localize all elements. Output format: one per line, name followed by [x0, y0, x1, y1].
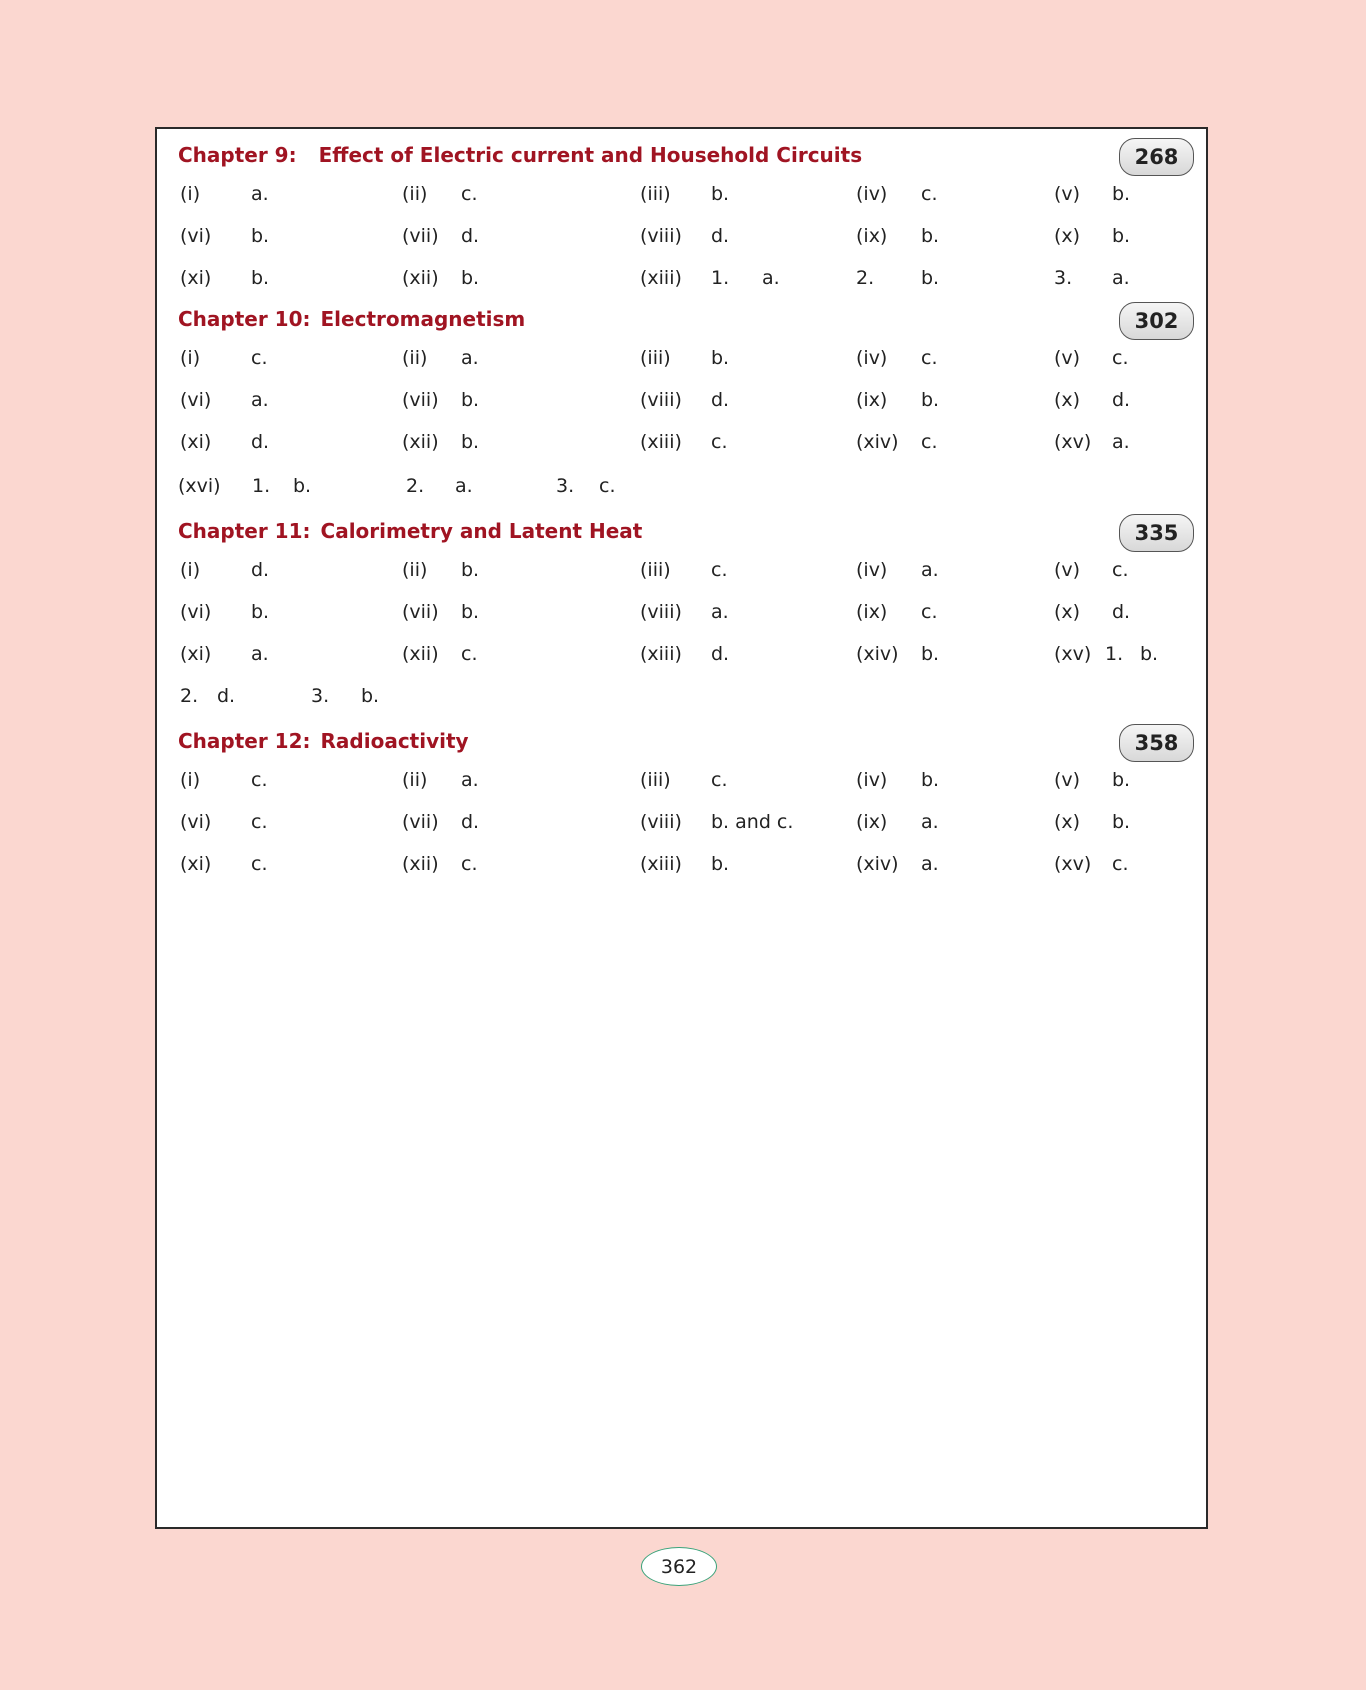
answer-token: (v): [1054, 347, 1081, 369]
answer-token: b.: [921, 267, 940, 289]
answer-token: c.: [1112, 559, 1129, 581]
chapter-page-badge: [1119, 514, 1194, 552]
chapter-page-number: 302: [1134, 309, 1179, 333]
answer-token: c.: [461, 183, 478, 205]
answer-token: (xi): [180, 431, 212, 453]
answer-token: (i): [180, 347, 201, 369]
answer-token: (xv): [1054, 431, 1092, 453]
answer-token: (iv): [856, 559, 888, 581]
chapter-heading: [178, 307, 525, 331]
answer-token: b.: [711, 853, 730, 875]
answer-token: b.: [1112, 811, 1131, 833]
answer-token: 2.: [180, 685, 199, 707]
answer-token: d.: [1112, 389, 1131, 411]
answer-token: (iii): [640, 183, 671, 205]
answer-token: c.: [921, 601, 938, 623]
answer-token: c.: [1112, 853, 1129, 875]
answer-token: (vii): [402, 389, 439, 411]
answer-token: b.: [461, 267, 480, 289]
answer-token: c.: [251, 853, 268, 875]
answer-token: d.: [251, 559, 270, 581]
answer-token: (ix): [856, 811, 888, 833]
page-number-badge: [641, 1547, 717, 1586]
answer-token: (x): [1054, 601, 1081, 623]
answer-token: a.: [455, 475, 473, 497]
answer-token: b.: [921, 389, 940, 411]
answer-token: d.: [711, 389, 730, 411]
answer-token: (xi): [180, 853, 212, 875]
answer-token: b.: [921, 643, 940, 665]
answer-token: (viii): [640, 225, 682, 247]
answer-token: (vii): [402, 601, 439, 623]
answer-token: (xi): [180, 643, 212, 665]
answer-token: b.: [293, 475, 312, 497]
answer-token: (ii): [402, 183, 428, 205]
answer-token: b.: [461, 389, 480, 411]
chapter-title: Calorimetry and Latent Heat: [320, 519, 643, 543]
answer-token: d.: [217, 685, 236, 707]
answer-token: (i): [180, 559, 201, 581]
chapter-page-badge: [1119, 724, 1194, 762]
answer-token: (xiv): [856, 853, 899, 875]
answer-token: b.: [461, 601, 480, 623]
answer-token: b.: [921, 225, 940, 247]
answer-token: b.: [251, 225, 270, 247]
chapter-label: Chapter 9:: [178, 143, 297, 167]
answer-token: (v): [1054, 559, 1081, 581]
answer-token: a.: [1112, 267, 1130, 289]
answer-token: c.: [921, 183, 938, 205]
answer-token: c.: [711, 559, 728, 581]
answer-token: b.: [1112, 225, 1131, 247]
answer-token: d.: [461, 811, 480, 833]
answer-token: (viii): [640, 389, 682, 411]
chapter-title: Effect of Electric current and Household Circuits: [318, 143, 863, 167]
answer-token: a.: [1112, 431, 1130, 453]
answer-token: 3.: [1054, 267, 1073, 289]
answer-token: (vi): [180, 811, 212, 833]
answer-token: (xii): [402, 853, 439, 875]
chapter-page-badge: [1119, 302, 1194, 340]
answer-token: (xi): [180, 267, 212, 289]
answer-token: 3.: [556, 475, 575, 497]
answer-token: a.: [921, 811, 939, 833]
answer-token: (ix): [856, 225, 888, 247]
answer-token: a.: [251, 389, 269, 411]
answer-token: b.: [1140, 643, 1159, 665]
answer-token: (xv): [1054, 643, 1092, 665]
answer-token: 1.: [1105, 643, 1124, 665]
answer-token: (viii): [640, 811, 682, 833]
answer-token: (iii): [640, 347, 671, 369]
answer-token: (xiii): [640, 853, 682, 875]
answer-token: d.: [1112, 601, 1131, 623]
answer-token: a.: [711, 601, 729, 623]
answer-token: (xvi): [178, 475, 221, 497]
answer-token: b.: [361, 685, 380, 707]
answer-token: (iii): [640, 559, 671, 581]
answer-token: (ii): [402, 347, 428, 369]
answer-token: b.: [921, 769, 940, 791]
answer-token: b.: [711, 183, 730, 205]
answer-token: (x): [1054, 225, 1081, 247]
page-number: 362: [660, 1555, 698, 1578]
answer-token: (ix): [856, 389, 888, 411]
answer-token: (iii): [640, 769, 671, 791]
answer-token: (xiv): [856, 431, 899, 453]
answer-token: (xiv): [856, 643, 899, 665]
chapter-label: Chapter 10:: [178, 307, 311, 331]
answer-token: d.: [711, 643, 730, 665]
chapter-page-number: 335: [1134, 521, 1179, 545]
chapter-title: Radioactivity: [320, 729, 469, 753]
answer-token: c.: [461, 643, 478, 665]
answer-token: d.: [461, 225, 480, 247]
chapter-page-number: 358: [1134, 731, 1179, 755]
answer-token: b.: [251, 267, 270, 289]
answer-token: a.: [461, 769, 479, 791]
answer-token: b.: [1112, 183, 1131, 205]
answer-token: b. and c.: [711, 811, 794, 833]
answer-token: a.: [921, 853, 939, 875]
answer-token: (x): [1054, 389, 1081, 411]
answer-token: c.: [461, 853, 478, 875]
answer-token: c.: [711, 431, 728, 453]
answer-token: c.: [711, 769, 728, 791]
answer-token: b.: [461, 559, 480, 581]
answer-token: (ii): [402, 769, 428, 791]
answer-token: (viii): [640, 601, 682, 623]
answer-token: b.: [251, 601, 270, 623]
answer-token: (ii): [402, 559, 428, 581]
answer-token: (vi): [180, 389, 212, 411]
answer-token: (iv): [856, 183, 888, 205]
answer-token: (i): [180, 183, 201, 205]
answer-token: (xii): [402, 267, 439, 289]
answer-token: 1.: [711, 267, 730, 289]
answer-token: (xiii): [640, 267, 682, 289]
answer-token: a.: [461, 347, 479, 369]
answer-token: a.: [251, 183, 269, 205]
chapter-heading: [178, 729, 469, 753]
answer-token: c.: [1112, 347, 1129, 369]
chapter-heading: [178, 143, 862, 167]
answer-token: a.: [921, 559, 939, 581]
answer-token: (xiii): [640, 431, 682, 453]
answer-token: c.: [251, 811, 268, 833]
answer-token: a.: [251, 643, 269, 665]
answer-token: b.: [1112, 769, 1131, 791]
answer-token: c.: [251, 347, 268, 369]
answer-token: d.: [251, 431, 270, 453]
answer-token: (xii): [402, 431, 439, 453]
answer-token: (ix): [856, 601, 888, 623]
answer-token: 2.: [856, 267, 875, 289]
answer-token: c.: [921, 431, 938, 453]
answer-token: 2.: [406, 475, 425, 497]
answer-token: b.: [461, 431, 480, 453]
chapter-title: Electromagnetism: [320, 307, 526, 331]
answer-token: (vi): [180, 225, 212, 247]
answer-token: (xiii): [640, 643, 682, 665]
answer-token: (i): [180, 769, 201, 791]
answer-token: (xii): [402, 643, 439, 665]
answer-token: (vii): [402, 225, 439, 247]
answer-token: (iv): [856, 769, 888, 791]
answer-token: (x): [1054, 811, 1081, 833]
answer-token: a.: [762, 267, 780, 289]
answer-token: (vi): [180, 601, 212, 623]
chapter-label: Chapter 12:: [178, 729, 311, 753]
answer-token: (v): [1054, 183, 1081, 205]
answer-token: (iv): [856, 347, 888, 369]
answer-token: b.: [711, 347, 730, 369]
answer-token: d.: [711, 225, 730, 247]
answer-token: 3.: [311, 685, 330, 707]
chapter-page-number: 268: [1134, 145, 1179, 169]
answer-token: c.: [251, 769, 268, 791]
answer-token: (v): [1054, 769, 1081, 791]
chapter-heading: [178, 519, 642, 543]
answer-token: (xv): [1054, 853, 1092, 875]
chapter-label: Chapter 11:: [178, 519, 311, 543]
answer-token: 1.: [252, 475, 271, 497]
chapter-page-badge: [1119, 138, 1194, 176]
answer-token: c.: [921, 347, 938, 369]
answer-token: c.: [599, 475, 616, 497]
answer-token: (vii): [402, 811, 439, 833]
